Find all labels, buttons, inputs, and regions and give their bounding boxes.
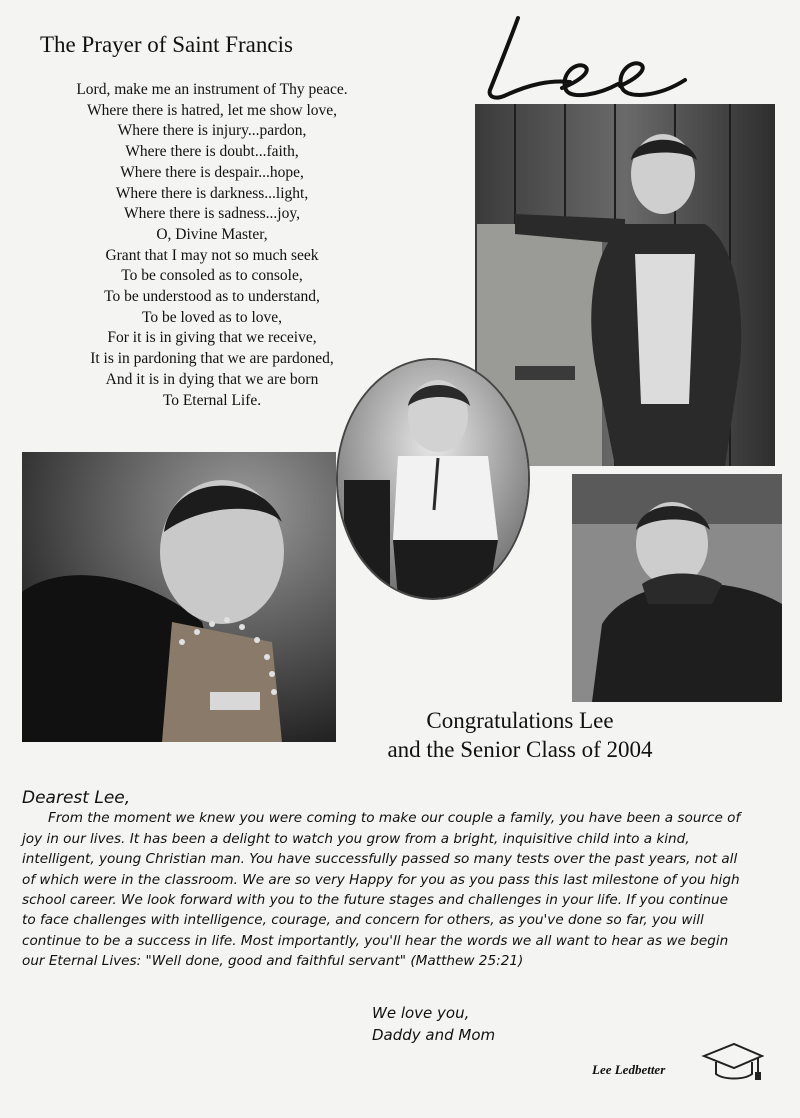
photo-lying-in-grass — [572, 474, 782, 702]
closing-line-1: We love you, — [372, 1004, 470, 1022]
prayer-line: Where there is hatred, let me show love, — [86, 101, 338, 119]
parents-letter — [22, 788, 742, 972]
signature-lee — [470, 10, 720, 110]
prayer-line: To be consoled as to console, — [121, 267, 303, 285]
letter-body: From the moment we knew you were coming to make our couple a family, you have been a source of joy in our lives. It has been a delight to watch you grow from a bright, inquisitive child into a kind, intelligent, young Christian man. You have successfully passed so many tests over the past years, not all of which were in the classroom. We are so very Happy for you as you pass this last milestone of you high school career. We look forward with you to the future stages and challenges in your life. If you continue to face challenges with intelligence, courage, and concern for others, as you've done so far, you will continue to be a success in life. Most importantly, you'll hear the words we all want to hear as we begin our Eternal Lives: "Well done, good and faithful servant" (Matthew 25:21) — [22, 810, 741, 970]
letter-closing — [372, 1002, 495, 1046]
photo-teen-leaning-on-door — [475, 104, 775, 466]
prayer-line: It is in pardoning that we are pardoned, — [90, 350, 334, 368]
prayer-line: To be understood as to understand, — [104, 288, 320, 306]
prayer-line: To Eternal Life. — [162, 391, 262, 409]
prayer-line: Where there is sadness...joy, — [124, 205, 300, 223]
photo-playing-autoharp — [22, 452, 336, 742]
congrats-line-1: Congratulations Lee — [426, 708, 614, 733]
prayer-line: And it is in dying that we are born — [105, 370, 319, 388]
footer-student-name: Lee Ledbetter — [592, 1062, 666, 1077]
prayer-line: Grant that I may not so much seek — [105, 246, 319, 264]
prayer-line: Lord, make me an instrument of Thy peace. — [76, 81, 348, 98]
closing-line-2: Daddy and Mom — [372, 1026, 496, 1044]
prayer-title: The Prayer of Saint Francis — [40, 32, 293, 57]
prayer-line: For it is in giving that we receive, — [107, 329, 317, 347]
congratulations-heading — [340, 706, 700, 764]
prayer-line: Where there is despair...hope, — [120, 163, 304, 181]
prayer-line: Where there is injury...pardon, — [117, 122, 307, 140]
prayer-line: Where there is doubt...faith, — [125, 143, 299, 161]
graduation-cap-icon — [700, 1040, 764, 1084]
congrats-line-2: and the Senior Class of 2004 — [387, 737, 653, 762]
photo-child-portrait — [336, 358, 530, 600]
prayer-line: To be loved as to love, — [141, 308, 283, 326]
prayer-line: Where there is darkness...light, — [115, 184, 309, 202]
prayer-text — [22, 80, 402, 411]
prayer-line: O, Divine Master, — [156, 225, 268, 243]
letter-salutation: Dearest Lee, — [22, 788, 131, 808]
